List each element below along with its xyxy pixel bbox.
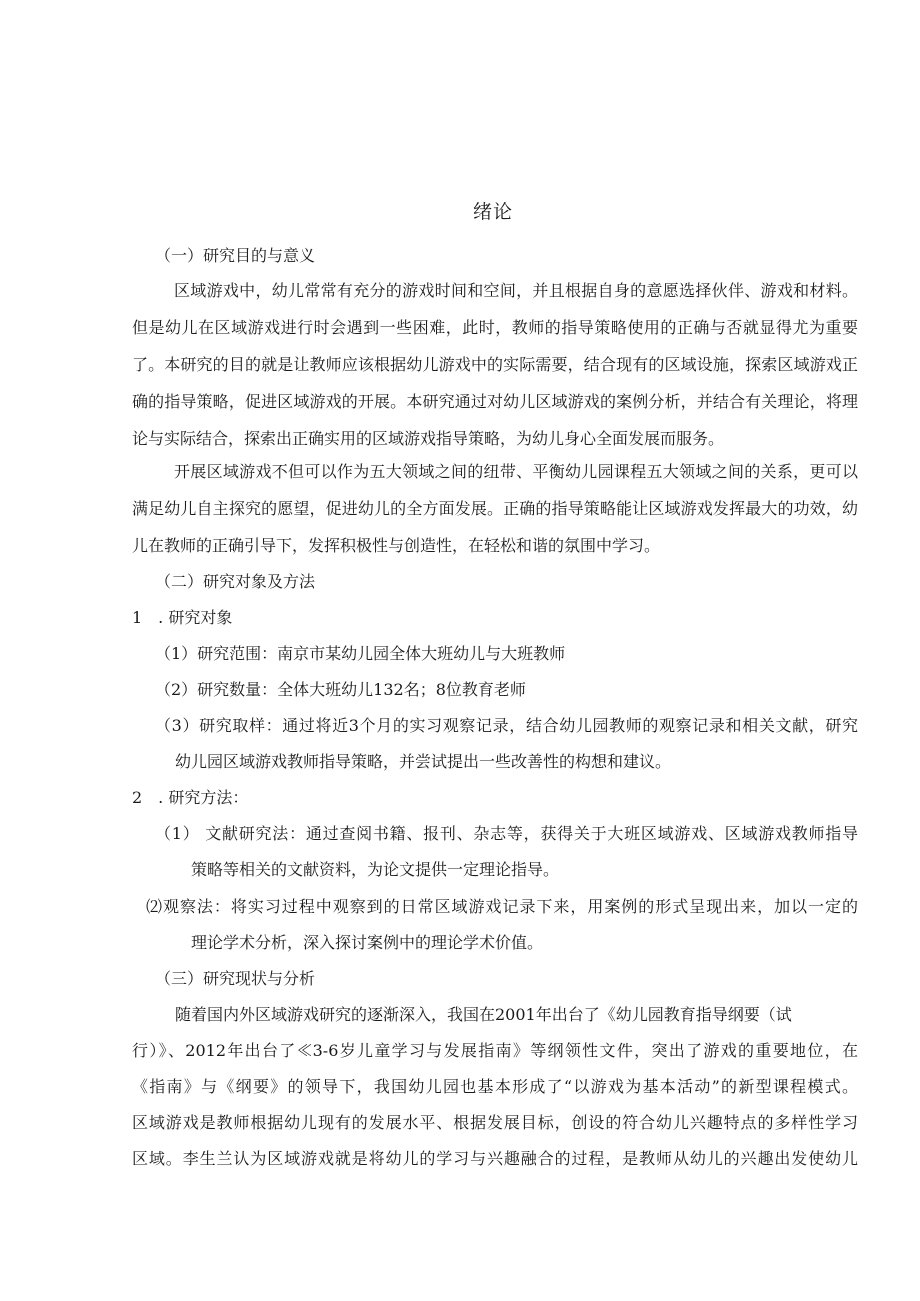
paragraph-status-line1: 随着国内外区域游戏研究的逐渐深入，我国在2001年出台了《幼儿园教育指导纲要（试: [175, 1005, 792, 1024]
subsection-heading-subjects: 1 . 研究对象: [132, 608, 233, 627]
list-item-literature-line2: 策略等相关的文献资料，为论文提供一定理论指导。: [191, 860, 560, 879]
paragraph-status-line2: 行）》、2012年出台了≪3-6岁儿童学习与发展指南》等纲领性文件，突出了游戏的重要地位，在: [132, 1041, 858, 1060]
document-title: 绪论: [472, 201, 513, 223]
list-item-quantity: （2）研究数量：全体大班幼儿132名；8位教育老师: [155, 680, 526, 699]
paragraph-status-line5: 区域。李生兰认为区域游戏就是将幼儿的学习与兴趣融合的过程，是教师从幼儿的兴趣出发使幼儿: [132, 1149, 858, 1168]
list-item-sampling-line2: 幼儿园区域游戏教师指导策略，并尝试提出一些改善性的构想和建议。: [175, 752, 672, 771]
paragraph-purpose: 区域游戏中，幼儿常常有充分的游戏时间和空间，并且根据自身的意愿选择伙伴、游戏和材料。但是幼儿在区域游戏进行时会遇到一些困难，此时，教师的指导策略使用的正确与否就显得尤为重要了。本研究的目的就是让教师应该根据幼儿游戏中的实际需要，结合现有的区域设施，探索区域游戏正确的指导策略，促进区域游戏的开展。本研究通过对幼儿区域游戏的案例分析，并结合有关理论，将理论与实际结合，探索出正确实用的区域游戏指导策略，为幼儿身心全面发展而服务。: [132, 281, 858, 448]
list-item-observation-line1: ⑵观察法：将实习过程中观察到的日常区域游戏记录下来，用案例的形式呈现出来，加以一定的: [146, 897, 858, 916]
subsection-heading-methods: 2 . 研究方法：: [132, 788, 249, 807]
section-heading-purpose: （一）研究目的与意义: [155, 246, 316, 265]
paragraph-status-line4: 区域游戏是教师根据幼儿现有的发展水平、根据发展目标，创设的符合幼儿兴趣特点的多样性学习: [132, 1113, 858, 1132]
list-item-literature-line1: （1） 文献研究法：通过查阅书籍、报刊、杂志等，获得关于大班区域游戏、区域游戏教师指导: [155, 824, 858, 843]
paragraph-status-line3: 《指南》与《纲要》的领导下，我国幼儿园也基本形成了“以游戏为基本活动”的新型课程模式。: [132, 1077, 858, 1096]
list-item-scope: （1）研究范围：南京市某幼儿园全体大班幼儿与大班教师: [155, 644, 566, 663]
paragraph-significance: 开展区域游戏不但可以作为五大领域之间的纽带、平衡幼儿园课程五大领域之间的关系，更可以满足幼儿自主探究的愿望，促进幼儿的全方面发展。正确的指导策略能让区域游戏发挥最大的功效，幼儿在教师的正确引导下，发挥积极性与创造性，在轻松和谐的氛围中学习。: [132, 462, 858, 555]
section-heading-status-analysis: （三）研究现状与分析: [155, 969, 316, 988]
list-item-observation-line2: 理论学术分析，深入探讨案例中的理论学术价值。: [191, 933, 544, 952]
list-item-sampling-line1: （3）研究取样：通过将近3个月的实习观察记录，结合幼儿园教师的观察记录和相关文献，研究: [155, 716, 858, 735]
section-heading-subjects-methods: （二）研究对象及方法: [155, 572, 316, 591]
